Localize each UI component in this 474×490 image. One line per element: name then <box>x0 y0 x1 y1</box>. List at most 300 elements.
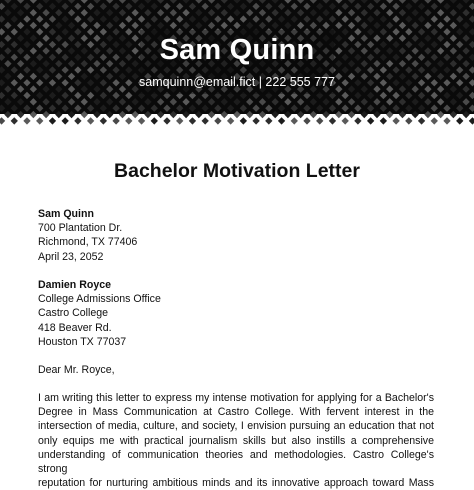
pattern-tile <box>412 9 419 16</box>
pattern-tile <box>30 98 37 105</box>
pattern-tile <box>17 98 24 105</box>
pattern-tile <box>4 22 11 29</box>
pattern-tile <box>195 111 202 118</box>
pattern-tile <box>322 98 329 105</box>
pattern-tile <box>195 22 202 29</box>
pattern-tile <box>265 3 272 10</box>
pattern-tile <box>462 9 469 16</box>
pattern-tile <box>4 111 11 118</box>
pattern-tile <box>151 15 158 22</box>
pattern-tile <box>272 98 279 105</box>
pattern-tile <box>380 105 387 112</box>
pattern-tile <box>112 3 119 10</box>
pattern-tile <box>303 15 310 22</box>
pattern-tile <box>233 22 240 29</box>
pattern-tile <box>373 22 380 29</box>
pattern-tile <box>11 117 18 124</box>
pattern-tile <box>0 15 5 22</box>
pattern-tile <box>93 9 100 16</box>
pattern-tile <box>214 3 221 10</box>
pattern-tile <box>386 111 393 118</box>
pattern-tile <box>176 117 183 124</box>
pattern-tile <box>132 0 139 4</box>
pattern-tile <box>240 15 247 22</box>
pattern-tile <box>405 105 412 112</box>
pattern-tile <box>208 9 215 16</box>
pattern-tile <box>157 22 164 29</box>
pattern-tile <box>11 3 18 10</box>
pattern-tile <box>310 111 317 118</box>
pattern-tile <box>163 117 170 124</box>
pattern-tile <box>291 117 298 124</box>
pattern-tile <box>176 105 183 112</box>
pattern-tile <box>157 9 164 16</box>
pattern-tile <box>291 105 298 112</box>
pattern-tile <box>303 3 310 10</box>
pattern-tile <box>0 92 5 99</box>
pattern-tile <box>303 117 310 124</box>
pattern-tile <box>342 3 349 10</box>
pattern-tile <box>74 105 81 112</box>
pattern-tile <box>240 105 247 112</box>
pattern-tile <box>399 0 406 4</box>
pattern-tile <box>202 105 209 112</box>
pattern-tile <box>138 105 145 112</box>
pattern-tile <box>284 22 291 29</box>
pattern-tile <box>437 9 444 16</box>
pattern-tile <box>437 22 444 29</box>
pattern-tile <box>100 15 107 22</box>
pattern-tile <box>30 9 37 16</box>
pattern-tile <box>157 0 164 4</box>
pattern-tile <box>348 111 355 118</box>
pattern-tile <box>144 111 151 118</box>
pattern-tile <box>240 117 247 124</box>
pattern-tile <box>431 3 438 10</box>
pattern-tile <box>61 66 68 73</box>
pattern-tile <box>214 105 221 112</box>
body-line: Degree in Mass Communication at Castro College. With fervent interest in the <box>38 406 434 419</box>
pattern-tile <box>125 92 132 99</box>
pattern-tile <box>227 105 234 112</box>
pattern-tile <box>462 0 469 4</box>
pattern-tile <box>157 111 164 118</box>
pattern-tile <box>49 15 56 22</box>
pattern-tile <box>392 92 399 99</box>
pattern-tile <box>23 66 30 73</box>
pattern-tile <box>380 15 387 22</box>
pattern-tile <box>392 105 399 112</box>
pattern-tile <box>176 15 183 22</box>
pattern-tile <box>144 22 151 29</box>
pattern-tile <box>87 117 94 124</box>
pattern-tile <box>81 98 88 105</box>
pattern-tile <box>405 15 412 22</box>
pattern-tile <box>405 3 412 10</box>
pattern-tile <box>74 92 81 99</box>
pattern-tile <box>443 105 450 112</box>
pattern-tile <box>170 9 177 16</box>
pattern-tile <box>151 117 158 124</box>
pattern-tile <box>272 22 279 29</box>
pattern-tile <box>138 117 145 124</box>
pattern-tile <box>259 22 266 29</box>
pattern-tile <box>144 9 151 16</box>
pattern-tile <box>322 9 329 16</box>
pattern-tile <box>335 22 342 29</box>
pattern-tile <box>170 98 177 105</box>
pattern-tile <box>392 117 399 124</box>
pattern-tile <box>418 3 425 10</box>
pattern-tile <box>227 3 234 10</box>
pattern-tile <box>335 0 342 4</box>
pattern-tile <box>119 0 126 4</box>
pattern-tile <box>202 15 209 22</box>
recipient-office: College Admissions Office <box>38 293 161 306</box>
pattern-tile <box>221 9 228 16</box>
pattern-tile <box>386 0 393 4</box>
pattern-tile <box>221 22 228 29</box>
pattern-tile <box>462 22 469 29</box>
pattern-tile <box>4 0 11 4</box>
sender-block <box>38 207 438 264</box>
body-line: I am writing this letter to express my intense motivation for applying for a Bachelor's <box>38 392 434 404</box>
pattern-tile <box>125 3 132 10</box>
pattern-tile <box>392 3 399 10</box>
pattern-tile <box>49 66 56 73</box>
body-line: reputation for nurturing ambitious minds and its innovative approach toward Mass <box>38 477 434 490</box>
pattern-tile <box>195 98 202 105</box>
pattern-tile <box>132 9 139 16</box>
pattern-tile <box>151 3 158 10</box>
pattern-tile <box>42 22 49 29</box>
pattern-tile <box>469 92 474 99</box>
pattern-tile <box>100 117 107 124</box>
pattern-tile <box>36 66 43 73</box>
pattern-tile <box>424 9 431 16</box>
pattern-tile <box>367 117 374 124</box>
pattern-tile <box>335 9 342 16</box>
pattern-tile <box>354 15 361 22</box>
pattern-tile <box>284 9 291 16</box>
pattern-tile <box>469 117 474 124</box>
pattern-tile <box>310 0 317 4</box>
pattern-tile <box>36 92 43 99</box>
pattern-tile <box>36 105 43 112</box>
pattern-tile <box>335 98 342 105</box>
pattern-tile <box>405 66 412 73</box>
pattern-tile <box>125 15 132 22</box>
pattern-tile <box>4 98 11 105</box>
pattern-tile <box>74 15 81 22</box>
pattern-tile <box>112 66 119 73</box>
pattern-tile <box>221 0 228 4</box>
pattern-tile <box>125 117 132 124</box>
pattern-tile <box>462 98 469 105</box>
pattern-tile <box>272 111 279 118</box>
pattern-tile <box>100 92 107 99</box>
pattern-tile <box>182 9 189 16</box>
recipient-block <box>38 278 438 349</box>
pattern-tile <box>61 3 68 10</box>
pattern-tile <box>252 15 259 22</box>
pattern-tile <box>297 111 304 118</box>
pattern-tile <box>297 98 304 105</box>
pattern-tile <box>252 105 259 112</box>
pattern-tile <box>342 66 349 73</box>
pattern-tile <box>233 9 240 16</box>
pattern-tile <box>348 9 355 16</box>
pattern-tile <box>386 22 393 29</box>
pattern-tile <box>132 111 139 118</box>
pattern-tile <box>61 15 68 22</box>
pattern-tile <box>450 111 457 118</box>
pattern-tile <box>405 117 412 124</box>
pattern-tile <box>272 0 279 4</box>
pattern-tile <box>284 98 291 105</box>
pattern-tile <box>405 92 412 99</box>
pattern-tile <box>424 111 431 118</box>
pattern-tile <box>469 3 474 10</box>
pattern-tile <box>189 105 196 112</box>
pattern-tile <box>469 66 474 73</box>
pattern-tile <box>418 92 425 99</box>
pattern-tile <box>361 0 368 4</box>
pattern-tile <box>68 0 75 4</box>
pattern-tile <box>11 66 18 73</box>
pattern-tile <box>380 66 387 73</box>
pattern-tile <box>68 22 75 29</box>
pattern-tile <box>106 22 113 29</box>
pattern-tile <box>93 22 100 29</box>
pattern-tile <box>163 15 170 22</box>
pattern-tile <box>367 15 374 22</box>
pattern-tile <box>106 111 113 118</box>
pattern-tile <box>329 3 336 10</box>
pattern-tile <box>195 9 202 16</box>
pattern-tile <box>17 0 24 4</box>
pattern-tile <box>0 66 5 73</box>
pattern-tile <box>182 22 189 29</box>
pattern-tile <box>335 111 342 118</box>
letterhead-name: Sam Quinn <box>159 34 315 66</box>
pattern-tile <box>354 3 361 10</box>
pattern-tile <box>214 15 221 22</box>
pattern-tile <box>74 3 81 10</box>
pattern-tile <box>49 3 56 10</box>
pattern-tile <box>11 92 18 99</box>
pattern-tile <box>138 3 145 10</box>
pattern-tile <box>106 0 113 4</box>
pattern-tile <box>125 66 132 73</box>
pattern-tile <box>392 66 399 73</box>
salutation <box>38 363 438 377</box>
pattern-tile <box>106 9 113 16</box>
pattern-tile <box>138 15 145 22</box>
pattern-tile <box>252 117 259 124</box>
pattern-tile <box>112 105 119 112</box>
pattern-tile <box>157 98 164 105</box>
pattern-tile <box>81 9 88 16</box>
pattern-tile <box>469 105 474 112</box>
pattern-tile <box>42 111 49 118</box>
pattern-tile <box>418 105 425 112</box>
pattern-tile <box>456 105 463 112</box>
pattern-tile <box>23 92 30 99</box>
pattern-tile <box>176 3 183 10</box>
pattern-tile <box>348 0 355 4</box>
pattern-tile <box>361 9 368 16</box>
pattern-tile <box>373 0 380 4</box>
pattern-tile <box>412 111 419 118</box>
pattern-tile <box>81 22 88 29</box>
pattern-tile <box>246 98 253 105</box>
pattern-tile <box>55 0 62 4</box>
pattern-tile <box>132 22 139 29</box>
pattern-tile <box>195 0 202 4</box>
pattern-tile <box>61 92 68 99</box>
pattern-tile <box>87 66 94 73</box>
pattern-tile <box>348 98 355 105</box>
pattern-tile <box>30 0 37 4</box>
body-line: intersection of media, culture, and society, I envision pursuing an education that not <box>38 420 434 433</box>
pattern-tile <box>284 0 291 4</box>
pattern-tile <box>87 92 94 99</box>
pattern-tile <box>462 111 469 118</box>
pattern-tile <box>55 98 62 105</box>
pattern-tile <box>119 9 126 16</box>
pattern-tile <box>259 111 266 118</box>
pattern-tile <box>252 3 259 10</box>
pattern-tile <box>272 9 279 16</box>
pattern-tile <box>456 3 463 10</box>
pattern-tile <box>316 117 323 124</box>
pattern-tile <box>182 111 189 118</box>
pattern-tile <box>431 66 438 73</box>
pattern-tile <box>399 9 406 16</box>
pattern-tile <box>0 105 5 112</box>
pattern-tile <box>265 117 272 124</box>
pattern-tile <box>354 105 361 112</box>
pattern-tile <box>310 98 317 105</box>
pattern-tile <box>437 0 444 4</box>
pattern-tile <box>329 117 336 124</box>
pattern-tile <box>23 105 30 112</box>
pattern-tile <box>106 98 113 105</box>
pattern-tile <box>412 98 419 105</box>
pattern-tile <box>418 66 425 73</box>
pattern-tile <box>329 15 336 22</box>
pattern-tile <box>30 111 37 118</box>
pattern-tile <box>61 105 68 112</box>
pattern-tile <box>456 15 463 22</box>
pattern-tile <box>221 111 228 118</box>
pattern-tile <box>450 0 457 4</box>
pattern-tile <box>42 9 49 16</box>
pattern-tile <box>119 111 126 118</box>
pattern-tile <box>30 22 37 29</box>
pattern-tile <box>297 9 304 16</box>
pattern-tile <box>310 22 317 29</box>
pattern-tile <box>0 117 5 124</box>
pattern-tile <box>49 105 56 112</box>
pattern-tile <box>240 3 247 10</box>
pattern-tile <box>361 98 368 105</box>
pattern-tile <box>42 98 49 105</box>
pattern-tile <box>443 15 450 22</box>
pattern-tile <box>469 15 474 22</box>
pattern-tile <box>361 22 368 29</box>
pattern-tile <box>100 66 107 73</box>
pattern-tile <box>284 111 291 118</box>
pattern-tile <box>112 15 119 22</box>
pattern-tile <box>227 15 234 22</box>
pattern-tile <box>119 98 126 105</box>
pattern-tile <box>278 15 285 22</box>
pattern-tile <box>456 66 463 73</box>
pattern-tile <box>380 92 387 99</box>
pattern-tile <box>367 3 374 10</box>
pattern-tile <box>246 0 253 4</box>
pattern-tile <box>316 3 323 10</box>
pattern-tile <box>373 9 380 16</box>
body-paragraph <box>38 391 434 490</box>
pattern-tile <box>297 0 304 4</box>
pattern-tile <box>100 3 107 10</box>
pattern-tile <box>443 3 450 10</box>
pattern-tile <box>42 0 49 4</box>
pattern-tile <box>399 111 406 118</box>
pattern-tile <box>0 3 5 10</box>
pattern-tile <box>303 105 310 112</box>
pattern-tile <box>450 22 457 29</box>
pattern-tile <box>17 22 24 29</box>
pattern-tile <box>431 92 438 99</box>
pattern-tile <box>291 15 298 22</box>
pattern-tile <box>354 117 361 124</box>
pattern-tile <box>342 117 349 124</box>
pattern-tile <box>208 0 215 4</box>
pattern-tile <box>424 22 431 29</box>
pattern-tile <box>68 111 75 118</box>
pattern-tile <box>322 22 329 29</box>
letterhead-banner <box>0 0 474 114</box>
pattern-tile <box>227 117 234 124</box>
pattern-tile <box>386 9 393 16</box>
pattern-tile <box>81 111 88 118</box>
pattern-tile <box>450 98 457 105</box>
pattern-tile <box>189 15 196 22</box>
salutation-text: Dear Mr. Royce, <box>38 364 115 376</box>
pattern-tile <box>132 98 139 105</box>
pattern-tile <box>189 3 196 10</box>
pattern-tile <box>4 9 11 16</box>
pattern-tile <box>367 105 374 112</box>
pattern-tile <box>278 3 285 10</box>
pattern-tile <box>443 117 450 124</box>
pattern-tile <box>55 111 62 118</box>
pattern-tile <box>361 111 368 118</box>
pattern-tile <box>49 92 56 99</box>
pattern-tile <box>412 22 419 29</box>
pattern-tile <box>151 105 158 112</box>
pattern-tile <box>380 3 387 10</box>
pattern-tile <box>246 111 253 118</box>
pattern-tile <box>144 0 151 4</box>
pattern-tile <box>17 111 24 118</box>
pattern-tile <box>182 0 189 4</box>
sender-name: Sam Quinn <box>38 208 94 220</box>
